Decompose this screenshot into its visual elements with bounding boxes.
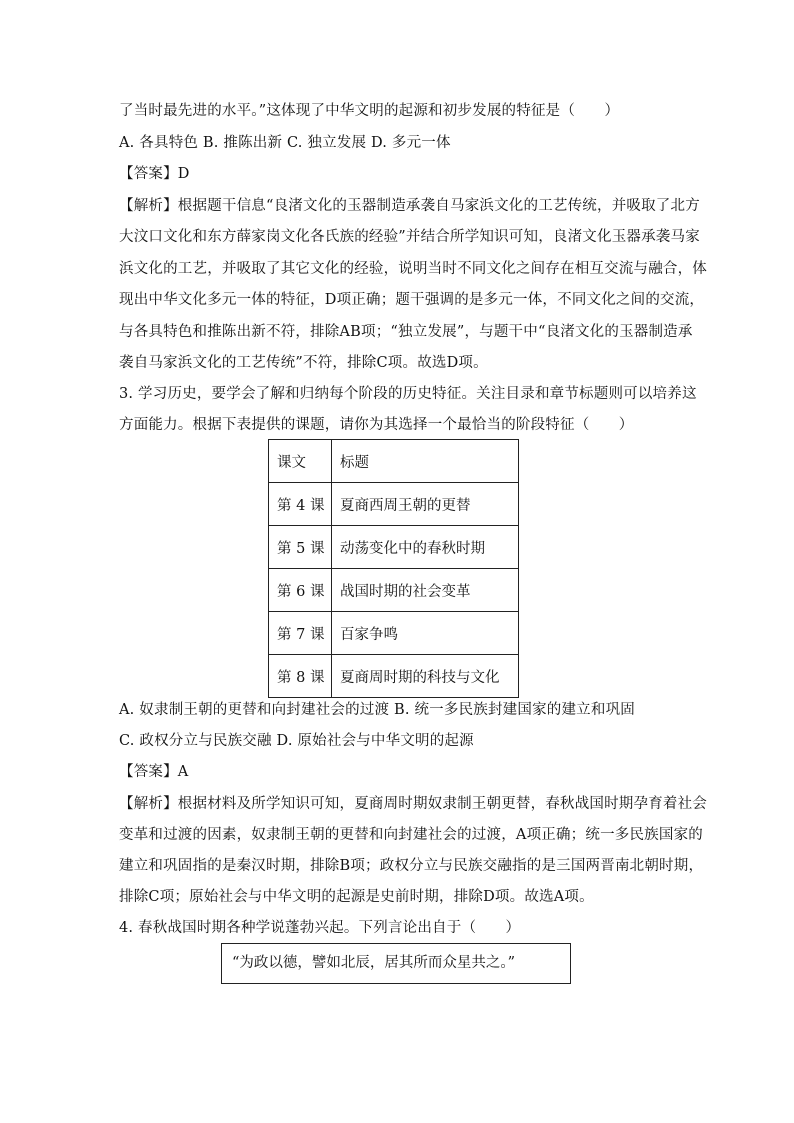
line-3: 【解析】根据题干信息“良渚文化的玉器制造承袭自马家浜文化的工艺传统，并吸取了北方: [119, 198, 700, 214]
table-header-row: [269, 440, 519, 483]
line-5: 浜文化的工艺，并吸取了其它文化的经验，说明当时不同文化之间存在相互交流与融合，体: [119, 261, 707, 277]
line-6: 现出中华文化多元一体的特征，D项正确；题干强调的是多元一体，不同文化之间的交流，: [119, 292, 705, 308]
line2-4: 变革和过渡的因素，奴隶制王朝的更替和向封建社会的过渡，A项正确；统一多民族国家的: [119, 827, 703, 843]
line-7: 与各具特色和推陈出新不符，排除AB项；“独立发展”，与题干中“良渚文化的玉器制造承: [119, 324, 693, 340]
table-cell: 第 7 课: [269, 612, 332, 655]
lesson-table: [268, 439, 519, 698]
table-cell: 动荡变化中的春秋时期: [332, 526, 519, 569]
table-cell: 第 6 课: [269, 569, 332, 612]
line-10: 方面能力。根据下表提供的课题，请你为其选择一个最恰当的阶段特征（ ）: [119, 417, 634, 433]
table-header-cell: 课文: [269, 440, 332, 483]
line2-3: 【解析】根据材料及所学知识可知，夏商周时期奴隶制王朝更替，春秋战国时期孕育着社会: [119, 796, 707, 812]
line-1: A. 各具特色 B. 推陈出新 C. 独立发展 D. 多元一体: [119, 135, 451, 151]
line-9: 3. 学习历史，要学会了解和归纳每个阶段的历史特征。关注目录和章节标题则可以培养这: [119, 386, 697, 402]
line-4: 大汶口文化和东方薛家岗文化各氏族的经验”并结合所学知识可知，良渚文化玉器承袭马家: [119, 229, 700, 245]
line-2: 【答案】D: [119, 166, 190, 182]
quote-box: “为政以德，譬如北辰，居其所而众星共之。”: [221, 943, 571, 984]
line2-1: C. 政权分立与民族交融 D. 原始社会与中华文明的起源: [119, 733, 474, 749]
table-cell: 夏商周时期的科技与文化: [332, 655, 519, 698]
table-row: [269, 569, 519, 612]
line2-2: 【答案】A: [119, 764, 189, 780]
table-cell: 第 8 课: [269, 655, 332, 698]
line2-5: 建立和巩固指的是秦汉时期，排除B项；政权分立与民族交融指的是三国两晋南北朝时期，: [119, 858, 704, 874]
table-cell: 第 4 课: [269, 483, 332, 526]
line-0: 了当时最先进的水平。”这体现了中华文明的起源和初步发展的特征是（ ）: [119, 103, 620, 119]
line-8: 袭自马家浜文化的工艺传统”不符，排除C项。故选D项。: [119, 355, 488, 371]
table-cell: 战国时期的社会变革: [332, 569, 519, 612]
table-row: [269, 526, 519, 569]
table-header-cell: 标题: [332, 440, 519, 483]
line2-6: 排除C项；原始社会与中华文明的起源是史前时期，排除D项。故选A项。: [119, 889, 594, 905]
line2-0: A. 奴隶制王朝的更替和向封建社会的过渡 B. 统一多民族封建国家的建立和巩固: [119, 702, 635, 718]
table-cell: 百家争鸣: [332, 612, 519, 655]
line2-7: 4. 春秋战国时期各种学说蓬勃兴起。下列言论出自于（ ）: [119, 920, 521, 936]
table-cell: 夏商西周王朝的更替: [332, 483, 519, 526]
table-row: [269, 655, 519, 698]
table-cell: 第 5 课: [269, 526, 332, 569]
table-row: [269, 483, 519, 526]
table-row: [269, 612, 519, 655]
